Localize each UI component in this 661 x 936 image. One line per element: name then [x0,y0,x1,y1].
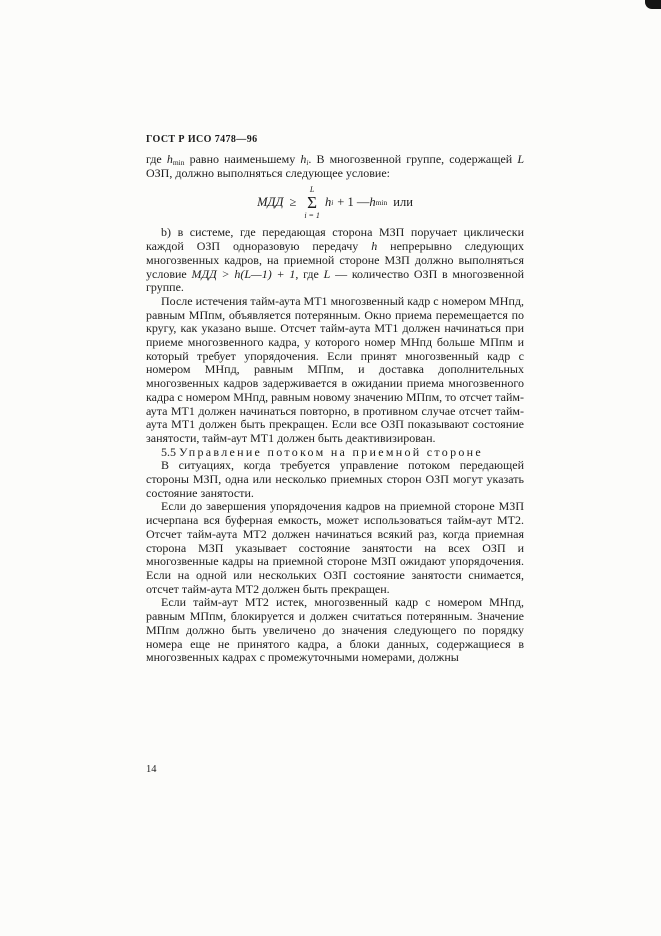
var-L: L [517,152,524,166]
item-b-text: непрерывно следующих многозвенных кадров, на приемной стороне МЗП должно выполняться условие [146,239,524,281]
page-content [146,153,524,665]
item-b-condition: МДД > h(L—1) + 1 [191,266,296,281]
page-number: 14 [146,764,157,775]
subscript-i: i [306,158,309,167]
intro-text: где [146,152,167,166]
item-b-text: — количество ОЗП в многозвенной группе. [146,266,524,295]
summation-upper-limit: L [309,185,315,195]
var-h: h [371,239,378,254]
var-L: L [323,266,331,281]
var-h: h [166,152,173,166]
paragraph-mt1-timeout: После истечения тайм-аута МТ1 многозвенный кадр с номером МНпд, равным МПпм, объявляется потерянным. Окно приема перемещается по кругу, как указано выше. Отсчет тайм-аута МТ1 должен начинаться при приеме многозвенного кадра, у которого номер МНпд больше МПпм и который требует упорядочения. Если принят многозвенный кадр с номером МНпд, равным МПпм, и доставка дополнительных многозвенных кадров задерживается в ожидании приема многозвенного кадра с номером МНпд, равным новому значению МПпм, то отсчет тайм-аута МТ1 должен начинаться повторно, в противном случае отсчет тайм-аута МТ1 должен быть прекращен. Если все ОЗП показывают состояние занятости, тайм-аут МТ1 должен быть деактивизирован. [146,293,524,445]
section-heading-5-5 [146,446,524,460]
item-b-text: , где [295,266,324,281]
formula-or-word: или [393,195,413,210]
sigma-glyph: Σ [307,193,318,213]
item-b-text: b) в системе, где передающая сторона МЗП поручает циклически каждой ОЗП одноразовую передачу [146,225,524,254]
summation-lower-limit: i = 1 [304,211,320,221]
formula-term-h: h [324,195,332,210]
formula-mdd-condition: МДД ≥ L Σ i = 1 h i + 1 — h min или [257,185,413,221]
formula-rest: + 1 — [337,195,370,210]
paragraph-mt2-start: Если до завершения упорядочения кадров на приемной стороне МЗП исчерпана вся буферная емкость, может использоваться тайм-аут МТ2. Отсчет тайм-аута МТ2 должен начинаться всякий раз, когда приемная сторона МЗП указывает состояние занятости на всех ОЗП и многозвенные кадры на приемной стороне МЗП ожидают упорядочения. Если на одной или нескольких ОЗП состояние занятости снимается, отсчет тайм-аута МТ2 должен быть прекращен. [146,499,524,596]
formula-hmin: h [369,195,376,210]
intro-text: равно наименьшему [184,152,301,166]
subscript-min: min [172,158,185,167]
intro-text: ОЗП, должно выполняться следующее условие: [146,165,390,180]
var-h: h [300,152,307,166]
paragraph-flow-control-situations: В ситуациях, когда требуется управление потоком передающей стороны МЗП, одна или несколько приемных сторон ОЗП могут указать состояние занятости. [146,458,524,500]
paragraph-mt2-expired: Если тайм-аут МТ2 истек, многозвенный кадр с номером МНпд, равным МПпм, блокируется и должен считаться потерянным. Значение МПпм должно быть увеличено до значения следующего по порядку номера еще не принятого кадра, а блоки данных, содержащиеся в многозвенных кадрах с промежуточными номерами, должны [146,595,524,665]
running-header: ГОСТ Р ИСО 7478—96 [146,134,258,145]
intro-text: . В многозвенной группе, содержащей [308,152,518,166]
formula-lhs: МДД [257,195,284,210]
summation-symbol [304,185,320,220]
paragraph-intro [146,153,524,180]
section-title: Управление потоком на приемной стороне [179,444,484,459]
formula-relation: ≥ [289,195,297,210]
paragraph-item-b [146,226,524,295]
section-number: 5.5 [161,444,176,459]
scan-artifact [645,0,661,9]
